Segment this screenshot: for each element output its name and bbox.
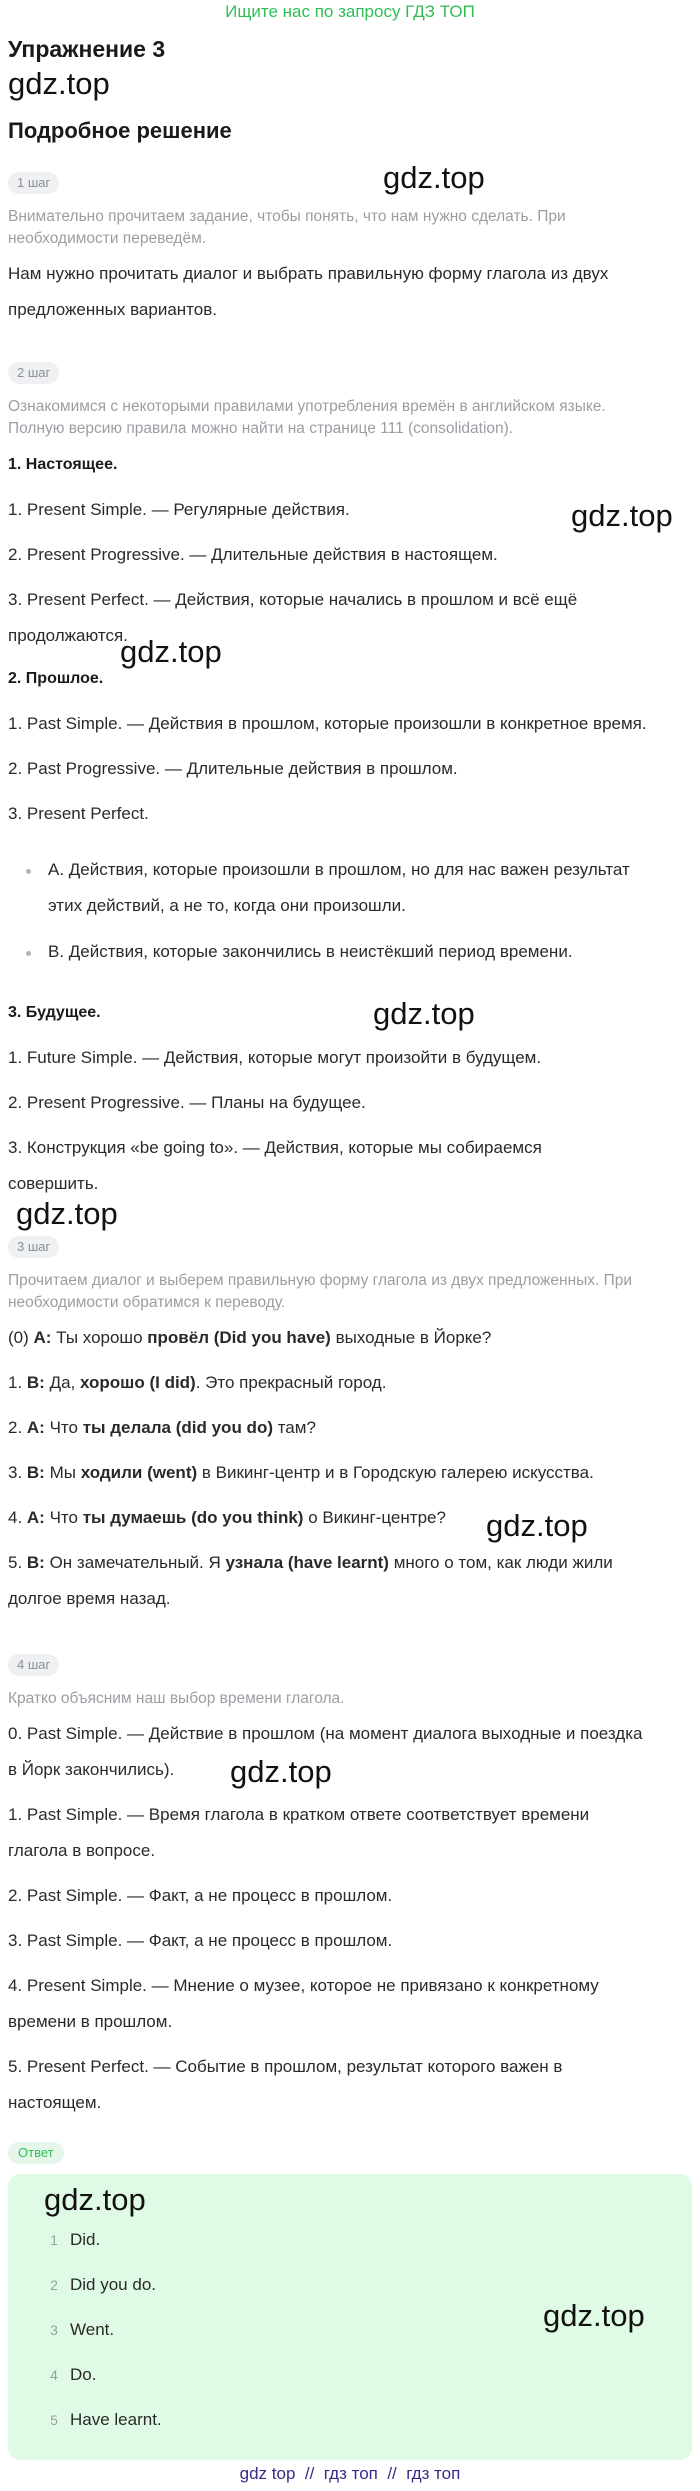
step-4-intro: Кратко объясним наш выбор времени глагола. [8, 1690, 345, 1707]
past-heading: 2. Прошлое. [8, 670, 104, 687]
bullet-a: A. Действия, которые произошли в прошлом, но для нас важен результат этих действий, а не то, когда они произошли. [48, 860, 630, 915]
bullet-dot [26, 951, 31, 956]
step-4-badge: 4 шаг [8, 1654, 59, 1676]
watermark: gdz.top [120, 634, 222, 669]
dialog-line: 2. A: Что ты делала (did you do) там? [8, 1418, 316, 1437]
step-2-intro: Ознакомимся с некоторыми правилами употребления времён в английском языке. Полную версию правила можно найти на странице 111 (consolidation). [8, 398, 606, 437]
watermark: gdz.top [486, 1508, 588, 1543]
future-heading: 3. Будущее. [8, 1004, 101, 1021]
step-1-text: Нам нужно прочитать диалог и выбрать правильную форму глагола из двух предложенных вариантов. [8, 264, 609, 319]
solution-title: Подробное решение [8, 118, 232, 143]
watermark: gdz.top [383, 160, 485, 195]
dialog-line: 1. B: Да, хорошо (I did). Это прекрасный город. [8, 1373, 387, 1392]
exercise-title: Упражнение 3 [8, 36, 166, 62]
answer-item-number: 3 [50, 2322, 58, 2338]
watermark: gdz.top [230, 1754, 332, 1789]
step-2-badge: 2 шаг [8, 362, 59, 384]
step-1-badge: 1 шаг [8, 172, 59, 194]
present-list: 1. Present Simple. — Регулярные действия. 2. Present Progressive. — Длительные действия в настоящем. 3. Present Perfect. — Действия, которые начались в прошлом и всё ещё продолжаются. [8, 500, 578, 645]
present-heading: 1. Настоящее. [8, 456, 118, 473]
step-3-intro: Прочитаем диалог и выберем правильную форму глагола из двух предложенных. При необходимости обратимся к переводу. [8, 1272, 633, 1311]
future-list: 1. Future Simple. — Действия, которые могут произойти в будущем. 2. Present Progressive. — Планы на будущее. 3. Конструкция «be going to». — Действия, которые мы собираемся совершить. [8, 1048, 542, 1193]
answer-item-number: 5 [50, 2412, 58, 2428]
watermark: gdz.top [571, 498, 673, 533]
watermark: gdz.top [44, 2182, 146, 2217]
footer-links[interactable]: gdz top // гдз топ // гдз топ [239, 2464, 461, 2483]
watermark: gdz.top [8, 66, 110, 101]
step-4-explanations: 0. Past Simple. — Действие в прошлом (на момент диалога выходные и поездка в Йорк закончились). 1. Past Simple. — Время глагола в кратком ответе соответствует времени глагола в вопросе. 2. Past Simple. — Факт, а не процесс в прошлом. 3. Past Simple. — Факт, а не процесс в прошлом. 4. Present Simple. — Мнение о музее, которое не привязано к конкретному времени в прошлом. 5. Present Perfect. — Событие в прошлом, результат которого важен в настоящем. [8, 1724, 643, 2112]
answer-item-text: Went. [70, 2320, 115, 2339]
answer-item-number: 2 [50, 2277, 58, 2293]
watermark: gdz.top [373, 996, 475, 1031]
dialog-line: (0) A: Ты хорошо провёл (Did you have) выходные в Йорке? [8, 1328, 492, 1347]
past-list: 1. Past Simple. — Действия в прошлом, которые произошли в конкретное время. 2. Past Progressive. — Длительные действия в прошлом. 3. Present Perfect. [8, 714, 647, 823]
answer-badge: Ответ [8, 2142, 64, 2164]
answer-item-text: Do. [70, 2365, 97, 2384]
answer-item-number: 1 [50, 2232, 58, 2248]
watermark: gdz.top [16, 1196, 118, 1231]
watermark: gdz.top [543, 2298, 645, 2333]
dialog: (0) A: Ты хорошо провёл (Did you have) выходные в Йорке? 1. B: Да, хорошо (I did). Это прекрасный город. 2. A: Что ты делала (did you do) там? 3. B: Мы ходили (went) в Викинг-центр и в Городскую галерею искусства. 4. A: Что ты думаешь (do you think) о Викинг-центре? 5. B: Он замечательный. Я узнала (have learnt) много о том, как люди жили долгое время назад. [8, 1320, 668, 1617]
dialog-line: 4. A: Что ты думаешь (do you think) о Викинг-центре? [8, 1508, 446, 1527]
dialog-line: 3. B: Мы ходили (went) в Викинг-центр и в Городскую галерею искусства. [8, 1463, 594, 1482]
dialog-line: 5. B: Он замечательный. Я узнала (have learnt) много о том, как люди жили [8, 1553, 613, 1572]
bullet-dot [26, 869, 31, 874]
step-3-badge: 3 шаг [8, 1236, 59, 1258]
answer-item-text: Did you do. [70, 2275, 156, 2294]
step-1-intro: Внимательно прочитаем задание, чтобы понять, что нам нужно сделать. При необходимости переведём. [8, 208, 566, 247]
answer-item-number: 4 [50, 2367, 58, 2383]
bullet-b: B. Действия, которые закончились в неистёкший период времени. [48, 942, 573, 961]
answer-item-text: Have learnt. [70, 2410, 162, 2429]
answer-item-text: Did. [70, 2230, 101, 2249]
search-hint-link[interactable]: Ищите нас по запросу ГДЗ ТОП [225, 2, 475, 21]
